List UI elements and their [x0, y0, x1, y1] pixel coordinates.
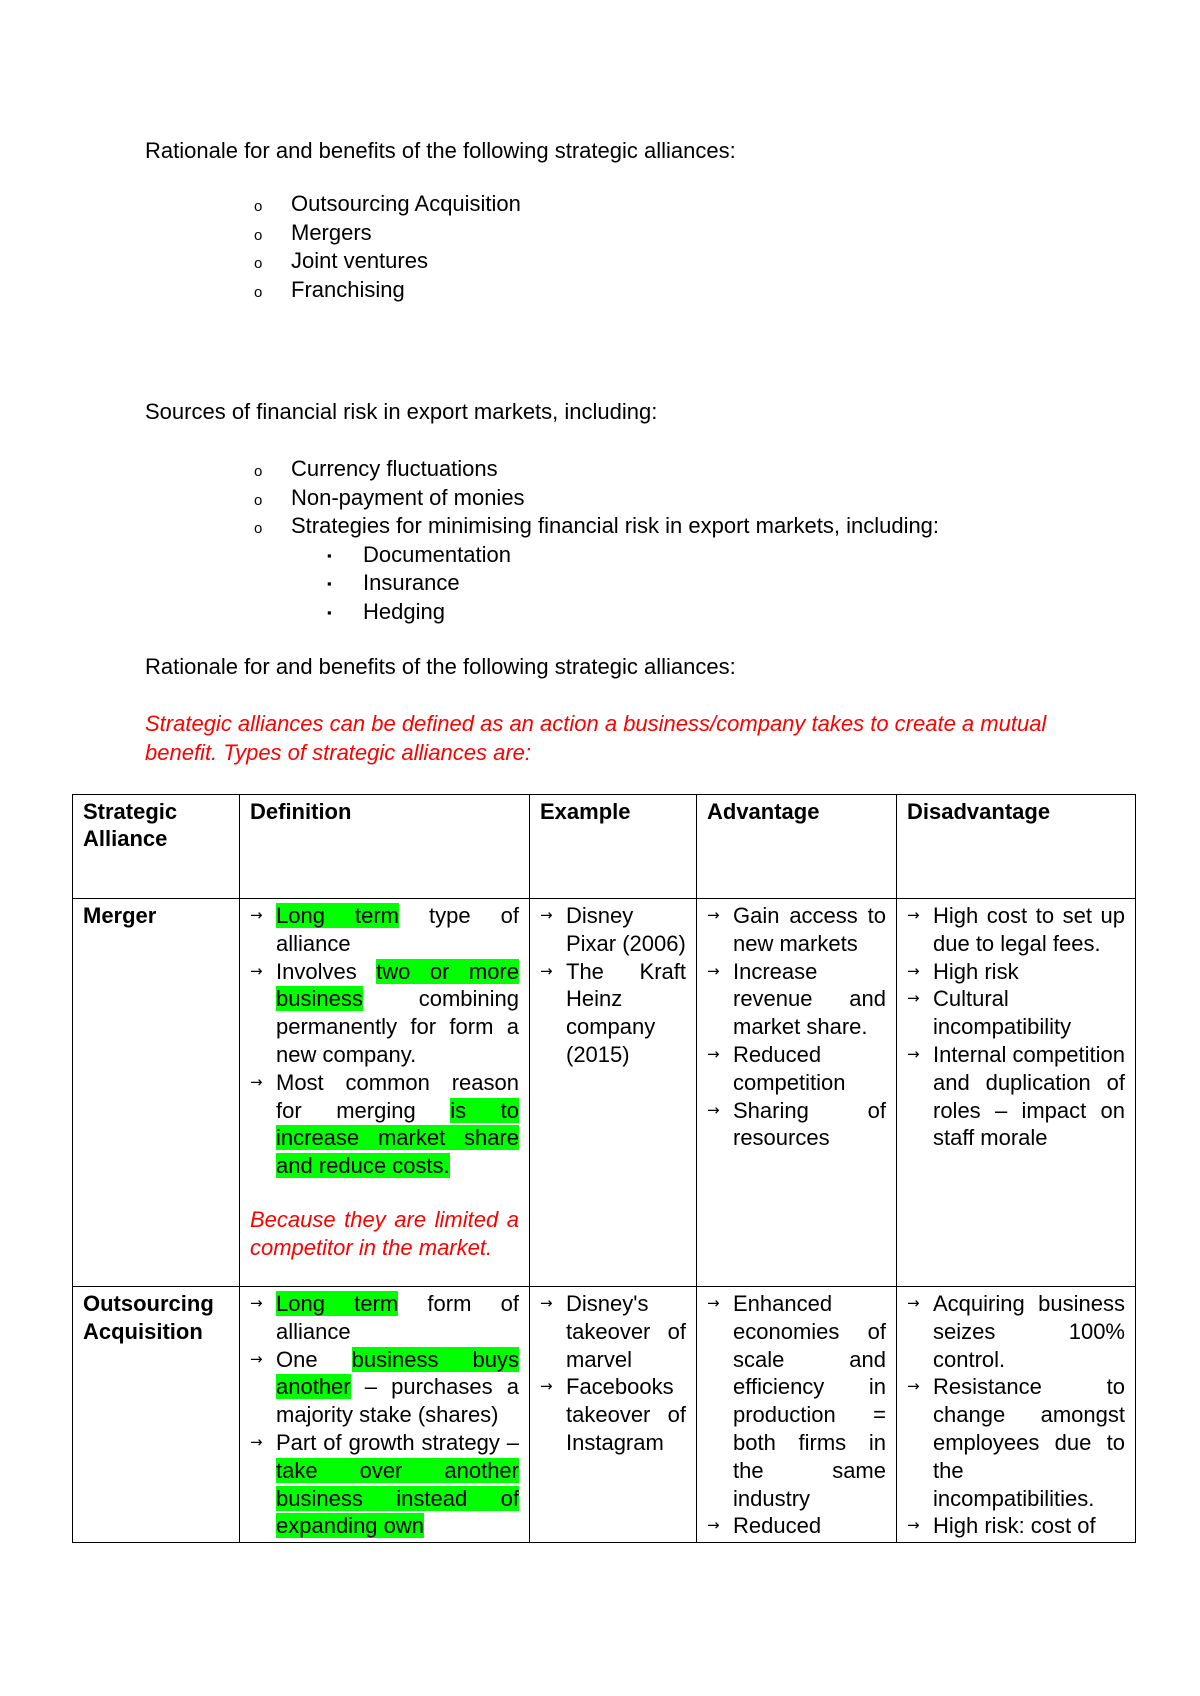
- highlighted-text: is to increase market share and reduce costs.: [276, 1097, 519, 1179]
- circle-bullet-icon: o: [254, 463, 263, 480]
- list-item: → Involves two or more business combining permanently for form a new company.: [250, 958, 519, 1067]
- arrow-bullet-icon: →: [540, 1377, 553, 1396]
- list-item: o Strategies for minimising financial risk in export markets, including:: [0, 512, 939, 541]
- list-item: → High risk: [907, 958, 1019, 984]
- section-heading-alliances-2: Rationale for and benefits of the following strategic alliances:: [145, 654, 736, 679]
- arrow-bullet-icon: →: [907, 906, 920, 924]
- list-subitem: ▪ Documentation: [0, 541, 939, 570]
- arrow-bullet-icon: →: [907, 1516, 920, 1535]
- arrow-bullet-icon: →: [707, 1100, 720, 1119]
- list-item: → Most common reason for merging is to increase market share and reduce costs.: [250, 1069, 519, 1179]
- arrow-bullet-icon: →: [540, 1294, 553, 1312]
- list-item: → Resistance to change amongst employees due to the incompatibilities.: [907, 1374, 1125, 1511]
- arrow-bullet-icon: →: [250, 1294, 263, 1312]
- list-item: → Disney Pixar (2006): [540, 903, 686, 956]
- cell-alliance-name: Outsourcing Acquisition: [73, 1287, 240, 1543]
- circle-bullet-icon: o: [254, 226, 263, 244]
- header-example: Example: [530, 795, 697, 899]
- alliance-definition-intro: Strategic alliances can be defined as an action a business/company takes to create a mutual benefit. Types of strategic alliances are:: [145, 711, 1047, 765]
- header-definition: Definition: [240, 795, 530, 899]
- arrow-bullet-icon: →: [907, 989, 920, 1008]
- cell-disadvantage: [897, 1287, 1136, 1543]
- arrow-bullet-icon: →: [540, 906, 553, 924]
- header-disadvantage: Disadvantage: [897, 795, 1136, 899]
- cell-definition: [240, 1287, 530, 1543]
- list-item: o Mergers: [0, 219, 521, 248]
- list-item: o Joint ventures: [0, 247, 521, 276]
- arrow-bullet-icon: →: [907, 1377, 920, 1396]
- list-subitem: ▪ Insurance: [0, 569, 939, 598]
- cell-definition: [240, 899, 530, 1287]
- arrow-bullet-icon: →: [907, 1044, 920, 1063]
- arrow-bullet-icon: →: [250, 906, 263, 924]
- arrow-bullet-icon: →: [250, 1349, 263, 1368]
- list-item: → One business buys another – purchases a majority stake (shares): [250, 1346, 519, 1428]
- list-item: o Non-payment of monies: [0, 484, 939, 513]
- list-item: o Franchising: [0, 276, 521, 305]
- list-item: o Outsourcing Acquisition: [0, 190, 521, 219]
- list-item: → Internal competition and duplication of roles – impact on staff morale: [907, 1041, 1125, 1151]
- list-item: → High cost to set up due to legal fees.: [907, 903, 1125, 956]
- list-item: → High risk: cost of: [907, 1513, 1096, 1539]
- arrow-bullet-icon: →: [707, 1044, 720, 1063]
- arrow-bullet-icon: →: [907, 1294, 920, 1312]
- table-row-merger: [73, 899, 1136, 1287]
- list-item: → Gain access to new markets: [707, 903, 886, 956]
- circle-bullet-icon: o: [254, 198, 263, 215]
- cell-advantage: [697, 899, 897, 1287]
- cell-example: [530, 899, 697, 1287]
- circle-bullet-icon: o: [254, 491, 263, 509]
- arrow-bullet-icon: →: [707, 906, 720, 924]
- strategic-alliances-table: [72, 794, 1136, 1543]
- highlighted-text: two or more business: [276, 958, 519, 1012]
- circle-bullet-icon: o: [254, 255, 263, 272]
- arrow-bullet-icon: →: [250, 961, 263, 980]
- list-item: → Part of growth strategy – take over another business instead of expanding own: [250, 1429, 519, 1539]
- list-item: → Acquiring business seizes 100% control.: [907, 1291, 1125, 1372]
- table-header-row: [73, 795, 1136, 899]
- list-item: → The Kraft Heinz company (2015): [540, 958, 686, 1067]
- arrow-bullet-icon: →: [250, 1072, 263, 1091]
- list-item: → Reduced competition: [707, 1041, 846, 1095]
- list-item: → Cultural incompatibility: [907, 986, 1072, 1040]
- list-item: → Reduced: [707, 1513, 822, 1539]
- circle-bullet-icon: o: [254, 520, 263, 537]
- cell-alliance-name: Merger: [73, 899, 240, 1287]
- financial-risk-list: [0, 455, 939, 626]
- arrow-bullet-icon: →: [707, 961, 720, 980]
- circle-bullet-icon: o: [254, 283, 263, 301]
- highlighted-text: Long term: [276, 903, 399, 928]
- list-item: → Enhanced economies of scale and efficiency in production = both firms in the same industry: [707, 1291, 886, 1511]
- list-item: → Disney's takeover of marvel: [540, 1291, 686, 1372]
- arrow-bullet-icon: →: [907, 961, 920, 980]
- header-strategic-alliance: Strategic Alliance: [73, 795, 240, 899]
- square-bullet-icon: ▪: [327, 604, 332, 620]
- list-item: → Long term form of alliance: [250, 1291, 519, 1344]
- alliance-type-list: [0, 190, 521, 304]
- table-row-acquisition: [73, 1287, 1136, 1543]
- list-item: → Facebooks takeover of Instagram: [540, 1374, 686, 1455]
- merger-note: Because they are limited a competitor in the market.: [250, 1206, 519, 1260]
- list-item: → Increase revenue and market share.: [707, 958, 886, 1040]
- list-item: → Long term type of alliance: [250, 903, 519, 956]
- cell-example: [530, 1287, 697, 1543]
- section-heading-alliances: Rationale for and benefits of the following strategic alliances:: [145, 138, 736, 163]
- highlighted-text: Long term: [276, 1291, 399, 1316]
- list-item: o Currency fluctuations: [0, 455, 939, 484]
- highlighted-text: take over another business instead of expanding own: [276, 1457, 519, 1539]
- list-subitem: ▪ Hedging: [0, 598, 939, 627]
- square-bullet-icon: ▪: [327, 576, 332, 591]
- arrow-bullet-icon: →: [707, 1294, 720, 1312]
- square-bullet-icon: ▪: [327, 547, 332, 563]
- arrow-bullet-icon: →: [540, 961, 553, 980]
- arrow-bullet-icon: →: [250, 1432, 263, 1451]
- section-heading-financial-risk: Sources of financial risk in export markets, including:: [145, 399, 658, 424]
- highlighted-text: business buys another: [276, 1346, 519, 1400]
- cell-disadvantage: [897, 899, 1136, 1287]
- cell-advantage: [697, 1287, 897, 1543]
- list-item: → Sharing of resources: [707, 1097, 886, 1151]
- header-advantage: Advantage: [697, 795, 897, 899]
- arrow-bullet-icon: →: [707, 1516, 720, 1535]
